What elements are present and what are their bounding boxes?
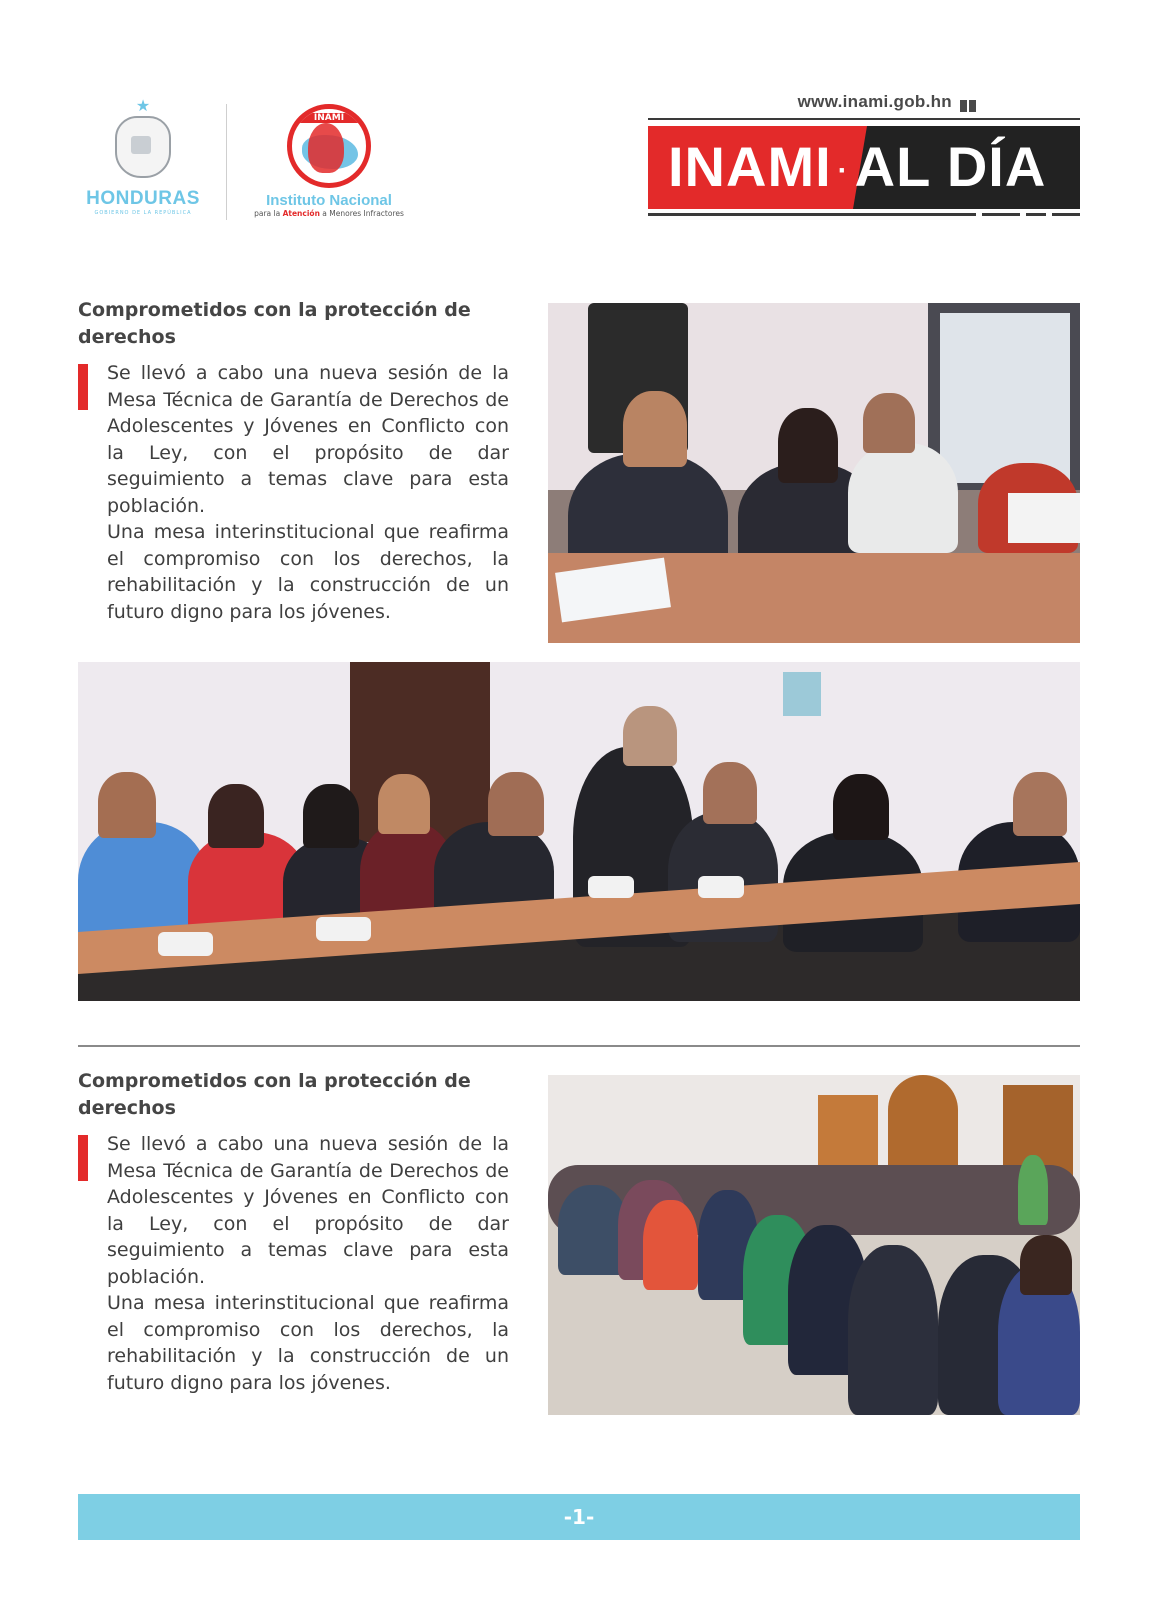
section1-paragraph1: Se llevó a cabo una nueva sesión de la Mesa Técnica de Garantía de Derechos de Adolescentes y Jóvenes en Conflicto con la Ley, con el propósito de dar seguimiento a temas clave para esta población. (107, 362, 509, 517)
meeting-photo-2 (78, 662, 1080, 1001)
section2-paragraph1: Se llevó a cabo una nueva sesión de la Mesa Técnica de Garantía de Derechos de Adolescentes y Jóvenes en Conflicto con la Ley, con el propósito de dar seguimiento a temas clave para esta población. (107, 1133, 509, 1288)
section1-accent-bar (78, 364, 88, 410)
logo-divider (226, 104, 227, 220)
section-divider (78, 1045, 1080, 1047)
inami-logo-title: Instituto Nacional (266, 192, 392, 209)
section2-heading: Comprometidos con la protección de derechos (78, 1070, 471, 1119)
section2-paragraph2: Una mesa interinstitucional que reafirma el compromiso con los derechos, la rehabilitación y la construcción de un futuro digno para los jóvenes. (107, 1292, 509, 1394)
website-url[interactable]: www.inami.gob.hn (797, 92, 952, 111)
url-decoration (960, 97, 978, 109)
audience-photo (548, 1075, 1080, 1415)
inami-logo (244, 104, 414, 222)
banner-bottom-rule (648, 213, 1080, 216)
inami-logo-icon (287, 104, 371, 188)
banner-right-text: AL DÍA (854, 135, 1047, 198)
inami-logo-badge: INAMI (292, 113, 366, 123)
page-footer-bar (78, 1494, 1080, 1540)
section1-heading: Comprometidos con la protección de derechos (78, 299, 471, 348)
honduras-coat-of-arms-icon (115, 116, 171, 178)
banner-left-text: INAMI (668, 135, 832, 198)
honduras-logo (78, 98, 208, 223)
page-number: -1- (563, 1505, 595, 1529)
banner-top-rule (648, 118, 1080, 120)
inami-al-dia-banner (648, 126, 1080, 209)
star-icon: ★ (135, 96, 151, 115)
banner-separator: · (837, 154, 849, 188)
honduras-logo-name: HONDURAS (86, 188, 200, 209)
honduras-logo-subtitle: GOBIERNO DE LA REPÚBLICA (94, 210, 192, 216)
section2-accent-bar (78, 1135, 88, 1181)
meeting-photo-1 (548, 303, 1080, 643)
section2-body (107, 1131, 509, 1396)
section1-paragraph2: Una mesa interinstitucional que reafirma el compromiso con los derechos, la rehabilitación y la construcción de un futuro digno para los jóvenes. (107, 521, 509, 623)
inami-logo-subtitle: para la Atención a Menores Infractores (254, 209, 404, 218)
section1-body (107, 360, 509, 625)
